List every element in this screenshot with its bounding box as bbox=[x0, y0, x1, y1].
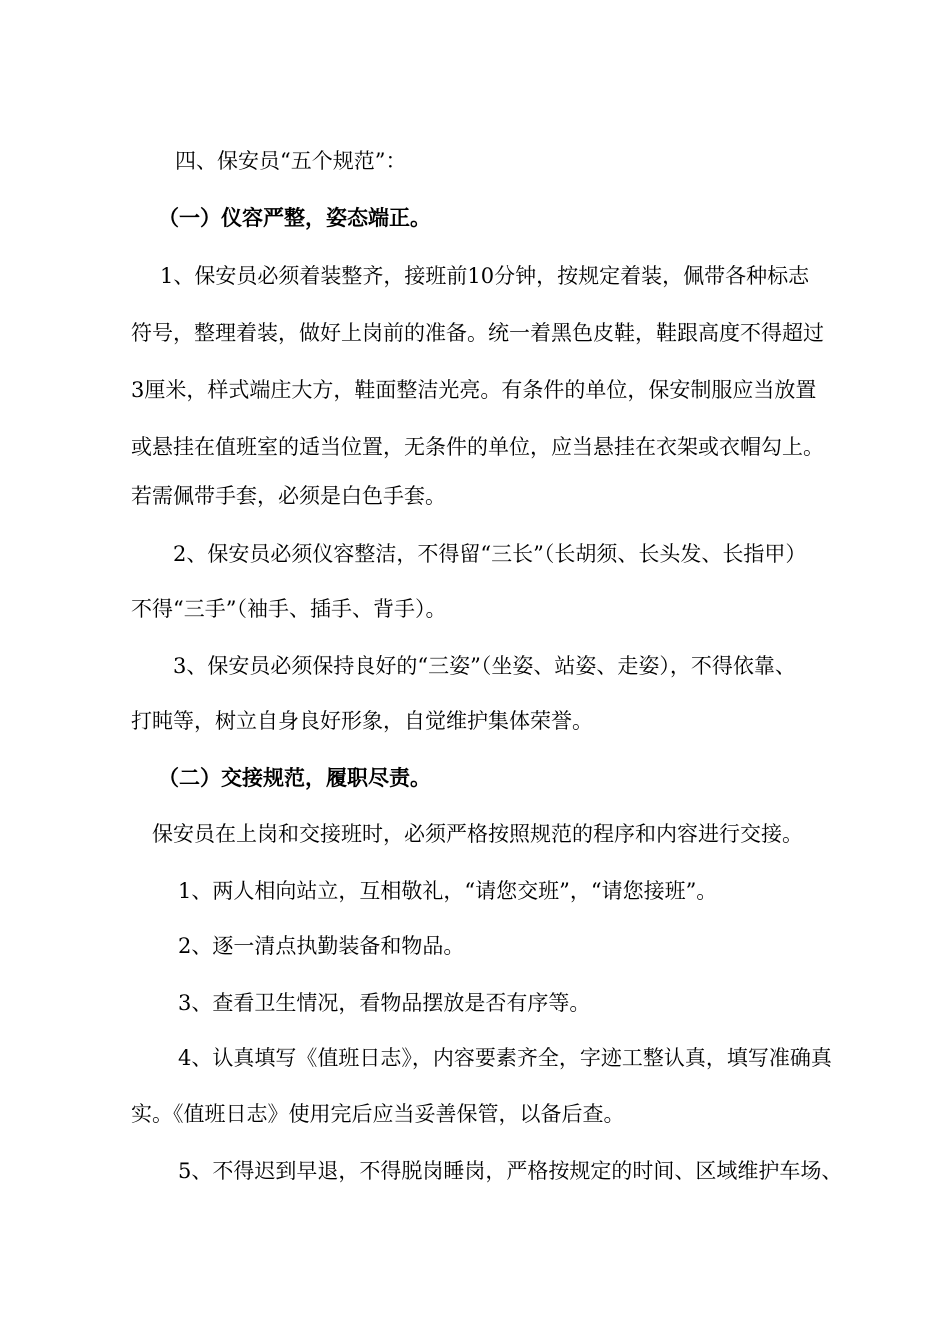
paragraph-line: 2、保安员必须仪容整洁，不得留“三长”（长胡须、长头发、长指甲） bbox=[173, 542, 807, 566]
subsection-heading-1: （一）仪容严整，姿态端正。 bbox=[158, 205, 431, 230]
paragraph-line: 3、保安员必须保持良好的“三姿”（坐姿、站姿、走姿），不得依靠、 bbox=[173, 654, 796, 678]
paragraph-line: 若需佩带手套，必须是白色手套。 bbox=[131, 484, 446, 508]
list-item: 3、查看卫生情况，看物品摆放是否有序等。 bbox=[178, 991, 591, 1015]
paragraph-line: 实。《值班日志》使用完后应当妥善保管，以备后查。 bbox=[131, 1102, 625, 1126]
paragraph-line: 不得“三手”（袖手、插手、背手）。 bbox=[131, 597, 447, 621]
list-item: 1、两人相向站立，互相敬礼，“请您交班”，“请您接班”。 bbox=[178, 879, 718, 903]
paragraph-line: 保安员在上岗和交接班时，必须严格按照规范的程序和内容进行交接。 bbox=[152, 822, 803, 846]
paragraph-line: 4、认真填写《值班日志》，内容要素齐全，字迹工整认真，填写准确真 bbox=[178, 1046, 832, 1070]
section-heading: 四、保安员“五个规范”： bbox=[175, 149, 407, 173]
paragraph-line: 1、保安员必须着装整齐，接班前10分钟，按规定着装，佩带各种标志 bbox=[160, 264, 810, 288]
paragraph-line: 或悬挂在值班室的适当位置，无条件的单位，应当悬挂在衣架或衣帽勾上。 bbox=[131, 435, 824, 459]
list-item: 2、逐一清点执勤装备和物品。 bbox=[178, 934, 465, 958]
paragraph-line: 符号，整理着装，做好上岗前的准备。统一着黑色皮鞋，鞋跟高度不得超过 bbox=[131, 321, 824, 345]
paragraph-line: 3厘米，样式端庄大方，鞋面整洁光亮。有条件的单位，保安制服应当放置 bbox=[131, 378, 817, 402]
subsection-heading-2: （二）交接规范，履职尽责。 bbox=[158, 765, 431, 790]
paragraph-line: 打盹等，树立自身良好形象，自觉维护集体荣誉。 bbox=[131, 709, 593, 733]
list-item: 5、不得迟到早退，不得脱岗睡岗，严格按规定的时间、区域维护车场、 bbox=[178, 1159, 843, 1183]
